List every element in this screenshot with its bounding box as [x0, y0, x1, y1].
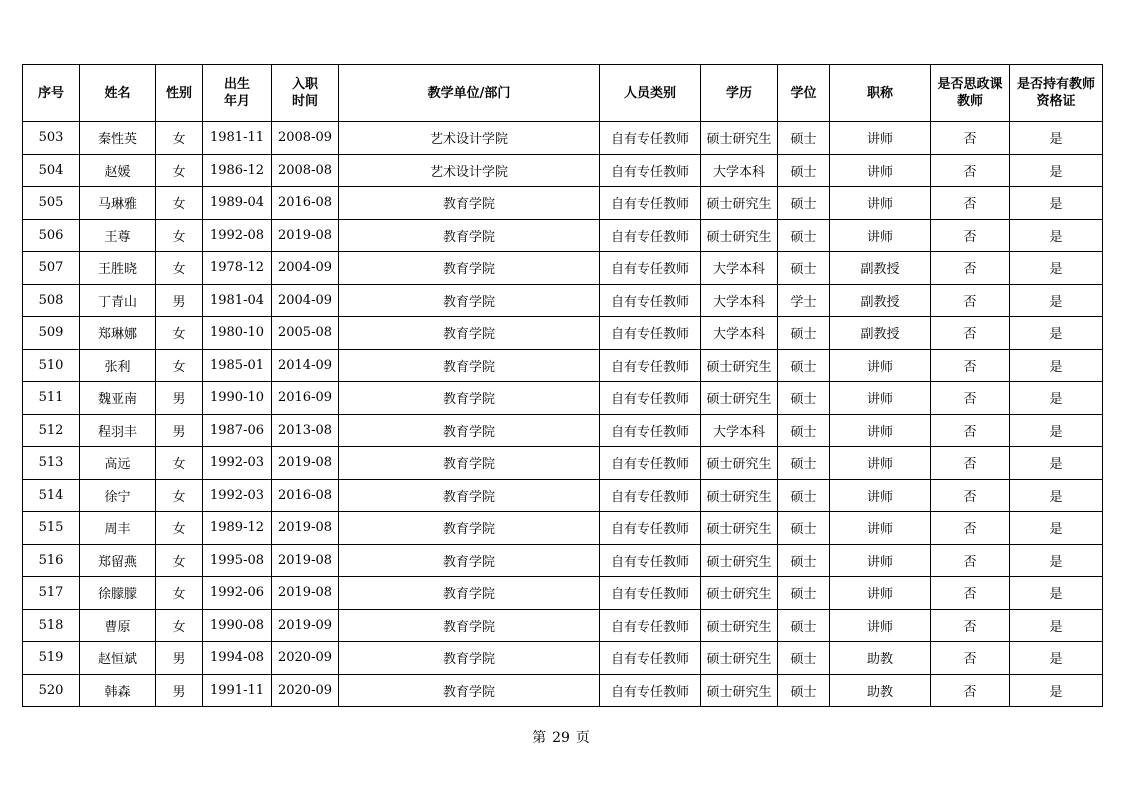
- cell-certificate: 是: [1010, 349, 1103, 382]
- cell-education: 大学本科: [701, 154, 778, 187]
- cell-degree: 硕士: [778, 252, 830, 285]
- cell-degree: 硕士: [778, 154, 830, 187]
- cell-birth: 1990-08: [203, 609, 272, 642]
- cell-title: 助教: [830, 674, 931, 707]
- cell-certificate: 是: [1010, 609, 1103, 642]
- cell-unit: 教育学院: [339, 187, 600, 220]
- cell-join: 2013-08: [272, 414, 339, 447]
- cell-category: 自有专任教师: [600, 187, 701, 220]
- cell-ideological: 否: [931, 577, 1010, 610]
- cell-join: 2008-09: [272, 122, 339, 155]
- cell-degree: 硕士: [778, 219, 830, 252]
- cell-title: 讲师: [830, 382, 931, 415]
- cell-category: 自有专任教师: [600, 349, 701, 382]
- cell-unit: 教育学院: [339, 674, 600, 707]
- cell-name: 曹原: [80, 609, 156, 642]
- cell-degree: 硕士: [778, 187, 830, 220]
- cell-certificate: 是: [1010, 317, 1103, 350]
- cell-seq: 512: [23, 414, 80, 447]
- table-row: [23, 577, 1103, 610]
- cell-ideological: 否: [931, 252, 1010, 285]
- header-join: 入职 时间: [272, 65, 339, 122]
- cell-seq: 518: [23, 609, 80, 642]
- cell-degree: 硕士: [778, 479, 830, 512]
- cell-certificate: 是: [1010, 284, 1103, 317]
- cell-gender: 女: [156, 512, 203, 545]
- cell-join: 2016-09: [272, 382, 339, 415]
- cell-seq: 517: [23, 577, 80, 610]
- cell-category: 自有专任教师: [600, 609, 701, 642]
- cell-education: 硕士研究生: [701, 479, 778, 512]
- cell-birth: 1994-08: [203, 642, 272, 675]
- cell-name: 郑留燕: [80, 544, 156, 577]
- cell-certificate: 是: [1010, 512, 1103, 545]
- header-seq: 序号: [23, 65, 80, 122]
- table-row: [23, 544, 1103, 577]
- cell-seq: 516: [23, 544, 80, 577]
- cell-seq: 511: [23, 382, 80, 415]
- cell-name: 高远: [80, 447, 156, 480]
- cell-title: 讲师: [830, 544, 931, 577]
- table-row: [23, 512, 1103, 545]
- cell-degree: 硕士: [778, 349, 830, 382]
- cell-education: 硕士研究生: [701, 674, 778, 707]
- cell-education: 硕士研究生: [701, 577, 778, 610]
- cell-unit: 教育学院: [339, 642, 600, 675]
- cell-degree: 硕士: [778, 512, 830, 545]
- table-row: [23, 284, 1103, 317]
- cell-ideological: 否: [931, 512, 1010, 545]
- cell-seq: 509: [23, 317, 80, 350]
- cell-degree: 硕士: [778, 447, 830, 480]
- cell-gender: 男: [156, 642, 203, 675]
- cell-unit: 艺术设计学院: [339, 122, 600, 155]
- cell-education: 硕士研究生: [701, 642, 778, 675]
- cell-unit: 教育学院: [339, 284, 600, 317]
- cell-birth: 1995-08: [203, 544, 272, 577]
- cell-seq: 507: [23, 252, 80, 285]
- cell-join: 2019-08: [272, 577, 339, 610]
- cell-education: 硕士研究生: [701, 382, 778, 415]
- cell-title: 讲师: [830, 479, 931, 512]
- cell-seq: 519: [23, 642, 80, 675]
- cell-name: 徐朦朦: [80, 577, 156, 610]
- cell-gender: 男: [156, 414, 203, 447]
- cell-birth: 1990-10: [203, 382, 272, 415]
- header-ideological: 是否思政课 教师: [931, 65, 1010, 122]
- cell-birth: 1981-11: [203, 122, 272, 155]
- cell-birth: 1981-04: [203, 284, 272, 317]
- cell-category: 自有专任教师: [600, 252, 701, 285]
- table-row: [23, 154, 1103, 187]
- cell-certificate: 是: [1010, 382, 1103, 415]
- cell-education: 硕士研究生: [701, 447, 778, 480]
- cell-birth: 1980-10: [203, 317, 272, 350]
- cell-education: 大学本科: [701, 317, 778, 350]
- cell-certificate: 是: [1010, 642, 1103, 675]
- table-row: [23, 187, 1103, 220]
- cell-title: 讲师: [830, 187, 931, 220]
- table-row: [23, 642, 1103, 675]
- header-category: 人员类别: [600, 65, 701, 122]
- table-row: [23, 382, 1103, 415]
- cell-ideological: 否: [931, 187, 1010, 220]
- cell-unit: 艺术设计学院: [339, 154, 600, 187]
- cell-category: 自有专任教师: [600, 642, 701, 675]
- cell-join: 2014-09: [272, 349, 339, 382]
- cell-unit: 教育学院: [339, 577, 600, 610]
- cell-name: 徐宁: [80, 479, 156, 512]
- cell-gender: 女: [156, 317, 203, 350]
- cell-degree: 硕士: [778, 122, 830, 155]
- cell-birth: 1986-12: [203, 154, 272, 187]
- cell-title: 副教授: [830, 252, 931, 285]
- cell-certificate: 是: [1010, 447, 1103, 480]
- cell-join: 2005-08: [272, 317, 339, 350]
- page-number: 第 29 页: [532, 730, 590, 746]
- table-body: [23, 122, 1103, 707]
- cell-education: 硕士研究生: [701, 187, 778, 220]
- cell-category: 自有专任教师: [600, 577, 701, 610]
- cell-join: 2019-08: [272, 219, 339, 252]
- cell-degree: 硕士: [778, 414, 830, 447]
- staff-table: [22, 64, 1103, 707]
- cell-unit: 教育学院: [339, 479, 600, 512]
- cell-gender: 女: [156, 252, 203, 285]
- cell-seq: 515: [23, 512, 80, 545]
- cell-ideological: 否: [931, 154, 1010, 187]
- cell-certificate: 是: [1010, 187, 1103, 220]
- cell-category: 自有专任教师: [600, 317, 701, 350]
- cell-name: 马琳雅: [80, 187, 156, 220]
- table-row: [23, 609, 1103, 642]
- cell-category: 自有专任教师: [600, 414, 701, 447]
- cell-ideological: 否: [931, 349, 1010, 382]
- cell-name: 赵媛: [80, 154, 156, 187]
- cell-name: 王尊: [80, 219, 156, 252]
- table-row: [23, 479, 1103, 512]
- cell-join: 2020-09: [272, 674, 339, 707]
- cell-category: 自有专任教师: [600, 122, 701, 155]
- cell-degree: 硕士: [778, 642, 830, 675]
- header-gender: 性别: [156, 65, 203, 122]
- cell-seq: 504: [23, 154, 80, 187]
- cell-birth: 1985-01: [203, 349, 272, 382]
- cell-title: 副教授: [830, 284, 931, 317]
- table-row: [23, 219, 1103, 252]
- cell-ideological: 否: [931, 642, 1010, 675]
- cell-name: 程羽丰: [80, 414, 156, 447]
- cell-join: 2020-09: [272, 642, 339, 675]
- cell-ideological: 否: [931, 447, 1010, 480]
- cell-gender: 女: [156, 544, 203, 577]
- cell-certificate: 是: [1010, 544, 1103, 577]
- header-row: [23, 65, 1103, 122]
- cell-certificate: 是: [1010, 252, 1103, 285]
- cell-category: 自有专任教师: [600, 479, 701, 512]
- cell-birth: 1991-11: [203, 674, 272, 707]
- cell-birth: 1992-06: [203, 577, 272, 610]
- cell-category: 自有专任教师: [600, 154, 701, 187]
- cell-gender: 女: [156, 447, 203, 480]
- cell-degree: 硕士: [778, 317, 830, 350]
- cell-unit: 教育学院: [339, 252, 600, 285]
- table-row: [23, 122, 1103, 155]
- cell-ideological: 否: [931, 414, 1010, 447]
- cell-education: 硕士研究生: [701, 609, 778, 642]
- cell-seq: 508: [23, 284, 80, 317]
- cell-name: 赵恒斌: [80, 642, 156, 675]
- cell-certificate: 是: [1010, 414, 1103, 447]
- cell-name: 秦性英: [80, 122, 156, 155]
- cell-category: 自有专任教师: [600, 544, 701, 577]
- cell-ideological: 否: [931, 674, 1010, 707]
- cell-gender: 女: [156, 609, 203, 642]
- cell-join: 2019-08: [272, 447, 339, 480]
- header-unit: 教学单位/部门: [339, 65, 600, 122]
- cell-unit: 教育学院: [339, 512, 600, 545]
- cell-name: 张利: [80, 349, 156, 382]
- cell-certificate: 是: [1010, 219, 1103, 252]
- cell-birth: 1992-03: [203, 479, 272, 512]
- cell-join: 2008-08: [272, 154, 339, 187]
- header-name: 姓名: [80, 65, 156, 122]
- table-row: [23, 317, 1103, 350]
- cell-unit: 教育学院: [339, 447, 600, 480]
- cell-education: 大学本科: [701, 252, 778, 285]
- cell-education: 硕士研究生: [701, 219, 778, 252]
- cell-ideological: 否: [931, 284, 1010, 317]
- cell-certificate: 是: [1010, 154, 1103, 187]
- cell-education: 大学本科: [701, 284, 778, 317]
- cell-join: 2016-08: [272, 479, 339, 512]
- cell-name: 韩森: [80, 674, 156, 707]
- cell-education: 硕士研究生: [701, 544, 778, 577]
- cell-seq: 506: [23, 219, 80, 252]
- table-row: [23, 447, 1103, 480]
- cell-gender: 女: [156, 187, 203, 220]
- cell-category: 自有专任教师: [600, 447, 701, 480]
- cell-education: 大学本科: [701, 414, 778, 447]
- table-header: [23, 65, 1103, 122]
- cell-unit: 教育学院: [339, 219, 600, 252]
- cell-category: 自有专任教师: [600, 219, 701, 252]
- cell-category: 自有专任教师: [600, 512, 701, 545]
- cell-seq: 513: [23, 447, 80, 480]
- header-certificate: 是否持有教师 资格证: [1010, 65, 1103, 122]
- cell-birth: 1992-03: [203, 447, 272, 480]
- cell-join: 2019-09: [272, 609, 339, 642]
- cell-unit: 教育学院: [339, 544, 600, 577]
- cell-degree: 硕士: [778, 382, 830, 415]
- cell-ideological: 否: [931, 219, 1010, 252]
- cell-gender: 女: [156, 479, 203, 512]
- cell-join: 2016-08: [272, 187, 339, 220]
- cell-gender: 女: [156, 349, 203, 382]
- cell-gender: 女: [156, 577, 203, 610]
- cell-unit: 教育学院: [339, 317, 600, 350]
- cell-gender: 男: [156, 382, 203, 415]
- cell-title: 讲师: [830, 414, 931, 447]
- cell-ideological: 否: [931, 479, 1010, 512]
- cell-unit: 教育学院: [339, 609, 600, 642]
- cell-title: 讲师: [830, 447, 931, 480]
- cell-birth: 1989-12: [203, 512, 272, 545]
- cell-gender: 女: [156, 122, 203, 155]
- cell-title: 讲师: [830, 122, 931, 155]
- cell-title: 讲师: [830, 609, 931, 642]
- cell-unit: 教育学院: [339, 414, 600, 447]
- cell-unit: 教育学院: [339, 382, 600, 415]
- cell-title: 讲师: [830, 577, 931, 610]
- cell-gender: 男: [156, 284, 203, 317]
- cell-gender: 女: [156, 219, 203, 252]
- cell-certificate: 是: [1010, 122, 1103, 155]
- cell-certificate: 是: [1010, 674, 1103, 707]
- cell-unit: 教育学院: [339, 349, 600, 382]
- cell-degree: 硕士: [778, 609, 830, 642]
- cell-join: 2004-09: [272, 284, 339, 317]
- cell-degree: 学士: [778, 284, 830, 317]
- cell-join: 2019-08: [272, 544, 339, 577]
- cell-degree: 硕士: [778, 544, 830, 577]
- table-row: [23, 414, 1103, 447]
- cell-seq: 514: [23, 479, 80, 512]
- cell-education: 硕士研究生: [701, 122, 778, 155]
- cell-seq: 510: [23, 349, 80, 382]
- cell-birth: 1989-04: [203, 187, 272, 220]
- cell-name: 周丰: [80, 512, 156, 545]
- cell-name: 丁青山: [80, 284, 156, 317]
- cell-gender: 女: [156, 154, 203, 187]
- header-education: 学历: [701, 65, 778, 122]
- cell-gender: 男: [156, 674, 203, 707]
- cell-ideological: 否: [931, 382, 1010, 415]
- cell-ideological: 否: [931, 609, 1010, 642]
- table-row: [23, 252, 1103, 285]
- cell-title: 副教授: [830, 317, 931, 350]
- header-birth: 出生 年月: [203, 65, 272, 122]
- cell-name: 王胜晓: [80, 252, 156, 285]
- cell-ideological: 否: [931, 544, 1010, 577]
- cell-title: 助教: [830, 642, 931, 675]
- cell-title: 讲师: [830, 349, 931, 382]
- cell-certificate: 是: [1010, 479, 1103, 512]
- header-degree: 学位: [778, 65, 830, 122]
- cell-birth: 1987-06: [203, 414, 272, 447]
- cell-seq: 503: [23, 122, 80, 155]
- cell-birth: 1992-08: [203, 219, 272, 252]
- cell-education: 硕士研究生: [701, 349, 778, 382]
- cell-category: 自有专任教师: [600, 674, 701, 707]
- cell-seq: 505: [23, 187, 80, 220]
- cell-seq: 520: [23, 674, 80, 707]
- header-title: 职称: [830, 65, 931, 122]
- cell-title: 讲师: [830, 154, 931, 187]
- cell-certificate: 是: [1010, 577, 1103, 610]
- cell-education: 硕士研究生: [701, 512, 778, 545]
- cell-join: 2004-09: [272, 252, 339, 285]
- table-row: [23, 674, 1103, 707]
- cell-degree: 硕士: [778, 577, 830, 610]
- cell-category: 自有专任教师: [600, 284, 701, 317]
- cell-ideological: 否: [931, 122, 1010, 155]
- cell-title: 讲师: [830, 219, 931, 252]
- cell-name: 郑琳娜: [80, 317, 156, 350]
- table-row: [23, 349, 1103, 382]
- cell-ideological: 否: [931, 317, 1010, 350]
- cell-join: 2019-08: [272, 512, 339, 545]
- cell-birth: 1978-12: [203, 252, 272, 285]
- cell-category: 自有专任教师: [600, 382, 701, 415]
- cell-degree: 硕士: [778, 674, 830, 707]
- cell-title: 讲师: [830, 512, 931, 545]
- cell-name: 魏亚南: [80, 382, 156, 415]
